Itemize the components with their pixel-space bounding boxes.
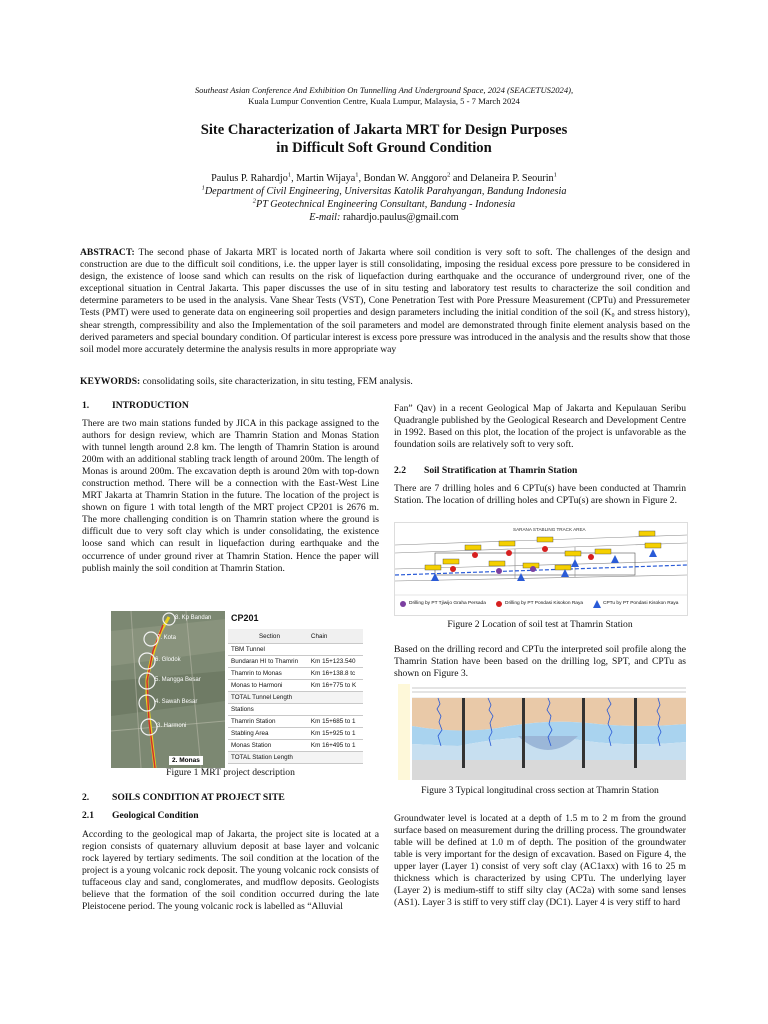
- author-block: [0, 172, 768, 224]
- map-label-mangga-besar: 5. Mangga Besar: [155, 677, 201, 683]
- author-list: [0, 172, 768, 185]
- map-label-monas: 2. Monas: [169, 756, 203, 765]
- table-row: [228, 668, 363, 680]
- map-label-kota: 7. Kota: [157, 635, 177, 641]
- table-row: [228, 680, 363, 692]
- conference-name: Southeast Asian Conference And Exhibition On Tunnelling And Underground Space, 2024 (SEACETUS2024),: [194, 85, 574, 95]
- legend-drilling-tgp: Drilling by PT Tjiwijo Graha Persada: [409, 601, 486, 606]
- table-header-row: [228, 629, 363, 644]
- figure-1-caption: Figure 1 MRT project description: [166, 767, 295, 778]
- table-cell-section: Bundaran HI to Thamrin: [228, 656, 308, 668]
- legend-drilling-pkr: Drilling by PT Pondasi Kisokon Raya: [505, 601, 584, 606]
- section-2-heading: 2. SOILS CONDITION AT PROJECT SITE: [82, 792, 285, 803]
- table-cell-chainage: Km 16+775 to K: [308, 680, 363, 692]
- table-row: [228, 740, 363, 752]
- author-name: Delaneira P. Seourin: [470, 173, 554, 184]
- map-label-glodok: 6. Glodok: [155, 657, 181, 663]
- geology-continued-text: Fan” Qav) in a recent Geological Map of Jakarta and Kepulauan Seribu Quadrangle published by the Geological Research and Development Centre in 1992. Based on this plot, the location of the project is unfavorable as the foundation soils are relatively soft to very soft.: [394, 403, 686, 451]
- groundwater-text: Groundwater level is located at a depth of 1.5 m to 2 m from the ground surface based on measurement during the drilling process. The groundwater table will be defined at 1.0 m of depth. The position of the groundwater table is very important for the design of excavation. Based on Figure 4, the upper layer (Layer 1) consist of very soft clay (AC1axx) with 16 to 25 m thickness which is characterized by using CPTu. The underlying layer (Layer 2) is medium-stiff to stiff silty clay (AC2a) with some sand lenses (AS1). Layer 3 is stiff to very stiff clay (DC1). Layer 4 is very stiff to hard: [394, 813, 686, 909]
- email-address[interactable]: rahardjo.paulus@gmail.com: [342, 212, 459, 223]
- soil-profile-text: Based on the drilling record and CPTu the interpreted soil profile along the Thamrin Station have been based on the drilling log, SPT, and CPTu as shown on Figure 3.: [394, 644, 686, 680]
- paper-title: [0, 121, 768, 157]
- author-separator: and: [450, 173, 471, 184]
- affiliation-1: $^1$Department of Civil Engineering, Universitas Katolik Parahyangan, Bandung Indonesia: [201, 184, 567, 197]
- conference-header: [0, 85, 768, 107]
- abstract-text: The second phase of Jakarta MRT is located north of Jakarta where soil condition is very soft to soft. The challenges of the design and construction are due to the difficult soil conditions, i.e. the upper layer is still consolidating, imposing the residual excess pore pressure to be considered in design, the existence of loose sand which can results on the risk of liquefaction during earthquake and the occurance of underground river, one of the exceptional situation in Central Jakarta. This paper discusses the use of in situ testing and laboratory test results to characterize the soil condition and determine parameters to be used in the analysis. Vane Shear Tests (VST), Cone Penetration Test with Pore Pressure Measurement (CPTu) and Pressuremeter Tests (PMT) were used to generate data on engineering soil properties and design parameters including the initial condition of the soil (K₀ and stress history), shear strength, compressibility and also the Implementation of the soil parameters and model are demonstrated through finite element analysis based on the derived parameters and special boundary condition. Of particular interest is excess pore pressure was introduced in the analysis and the results show that those soil model more accurately determine the analysis results in more appropriate way: [80, 247, 690, 355]
- table-cell-chainage: Km 15+123.540: [308, 656, 363, 668]
- author-separator: ,: [291, 173, 297, 184]
- author-affiliation-mark: 1: [553, 171, 557, 179]
- abstract-label: ABSTRACT:: [80, 247, 135, 258]
- table-row: [228, 728, 363, 740]
- section-2-1-heading: 2.1 Geological Condition: [82, 810, 199, 821]
- author-name: Paulus P. Rahardjo: [211, 173, 288, 184]
- title-line-1: Site Characterization of Jakarta MRT for Design Purposes: [200, 122, 568, 138]
- table-cell-section: Monas to Harmoni: [228, 680, 308, 692]
- section-1-heading: 1. INTRODUCTION: [82, 400, 189, 411]
- conference-venue: Kuala Lumpur Convention Centre, Kuala Lumpur, Malaysia, 5 - 7 March 2024: [248, 96, 520, 106]
- table-row: [228, 644, 363, 656]
- map-label-harmoni: 3. Harmoni: [157, 723, 187, 729]
- keywords-text: consolidating soils, site characterization, in situ testing, FEM analysis.: [142, 376, 413, 387]
- author-affiliation-mark: 2: [447, 171, 451, 179]
- table-cell-section: TBM Tunnel: [228, 644, 308, 656]
- figure-2-site-plan: [394, 522, 688, 616]
- legend-cptu-pkr: CPTu by PT Pondasi Kisokon Raya: [603, 601, 679, 606]
- figure-1-table: [228, 611, 363, 768]
- cp201-table: [228, 629, 363, 764]
- table-row: [228, 716, 363, 728]
- abstract: [80, 247, 690, 356]
- table-cell-section: Thamrin Station: [228, 716, 308, 728]
- table-cell-section: Thamrin to Monas: [228, 668, 308, 680]
- figure-3-cross-section: [398, 684, 686, 780]
- title-line-2: in Difficult Soft Ground Condition: [276, 140, 492, 156]
- table-cell-chainage: Km 15+925 to 1: [308, 728, 363, 740]
- keywords: [80, 376, 690, 388]
- affiliation-2: $^2$PT Geotechnical Engineering Consultant, Bandung - Indonesia: [252, 197, 516, 210]
- figure-3-caption: Figure 3 Typical longitudinal cross section at Thamrin Station: [421, 785, 659, 796]
- table-cell-section: Stations: [228, 704, 308, 716]
- table-row: [228, 692, 363, 704]
- table-cell-chainage: Km 16+138.8 tc: [308, 668, 363, 680]
- table-cell-chainage: [308, 752, 363, 764]
- table-header-section: Section: [228, 629, 308, 644]
- section-1-text: There are two main stations funded by JICA in this package assigned to the authors for design review, which are Thamrin Station and Monas Station with tunnel length around 2.8 km. The length of Thamrin Station is around 200m with an additional stabling track length of around 200m. The length of Monas is around 200m. The excavation depth is around 20m with top-down construction method. There will be a connection with the East-West Line MRT Jakarta at Thamrin Station in the future. The location of the project is shown on figure 1 with total length of the MRT project CP201 is 2676 m. The more challenging condition is on Thamrin station where the ground is difficult due to very soft clay which is under consolidating, the existence loose sand which can result in liquefaction during earthquake and the occurrence of under ground river at Thamrin Station. Hence the paper will publish mainly the soil condition at Thamrin Station.: [82, 418, 379, 574]
- author-name: Bondan W. Anggoro: [363, 173, 448, 184]
- email-line: E-mail: rahardjo.paulus@gmail.com: [309, 212, 459, 223]
- section-2-2-text: There are 7 drilling holes and 6 CPTu(s) have been conducted at Thamrin Station. The location of drilling holes and CPTu(s) are shown in Figure 2.: [394, 483, 686, 507]
- figure-2-caption: Figure 2 Location of soil test at Thamrin Station: [447, 619, 633, 630]
- author-separator: ,: [358, 173, 364, 184]
- table-header-chain: Chain: [308, 629, 363, 644]
- cross-section-drawing: [398, 684, 686, 780]
- table-cell-section: TOTAL Station Length: [228, 752, 308, 764]
- map-label-kp-bandan: 8. Kp Bandan: [175, 615, 212, 621]
- table-cell-section: Stabling Area: [228, 728, 308, 740]
- author-name: Martin Wijaya: [296, 173, 356, 184]
- table-title: CP201: [231, 613, 259, 623]
- table-cell-chainage: Km 15+685 to 1: [308, 716, 363, 728]
- table-cell-chainage: [308, 704, 363, 716]
- table-cell-chainage: Km 16+495 to 1: [308, 740, 363, 752]
- keywords-label: KEYWORDS:: [80, 376, 141, 387]
- stabling-area-label: SARANA STABLING TRACK AREA: [513, 527, 586, 532]
- author-affiliation-mark: 1: [355, 171, 359, 179]
- table-cell-section: TOTAL Tunnel Length: [228, 692, 308, 704]
- section-2-2-heading: 2.2 Soil Stratification at Thamrin Station: [394, 465, 578, 476]
- map-label-sawah-besar: 4. Sawah Besar: [155, 699, 198, 705]
- table-cell-chainage: [308, 644, 363, 656]
- table-cell-section: Monas Station: [228, 740, 308, 752]
- table-row: [228, 656, 363, 668]
- table-cell-chainage: [308, 692, 363, 704]
- section-2-1-text: According to the geological map of Jakarta, the project site is located at a region consists of quaternary alluvium deposit at base layer and volcanic rock layered by tertiary sediments. The soil condition at the location of the project is a young volcanic rock deposit. The young volcanic rock consists of tuffaceous clay and sand, conglomerates, and mudflow deposits. Geologists believe that the formation of the soil condition occurred during the late Pleistocene period. The young volcanic rock is labelled as “Alluvial: [82, 829, 379, 913]
- table-row: [228, 704, 363, 716]
- table-row: [228, 752, 363, 764]
- figure-1-map: [111, 611, 225, 768]
- author-affiliation-mark: 1: [287, 171, 292, 179]
